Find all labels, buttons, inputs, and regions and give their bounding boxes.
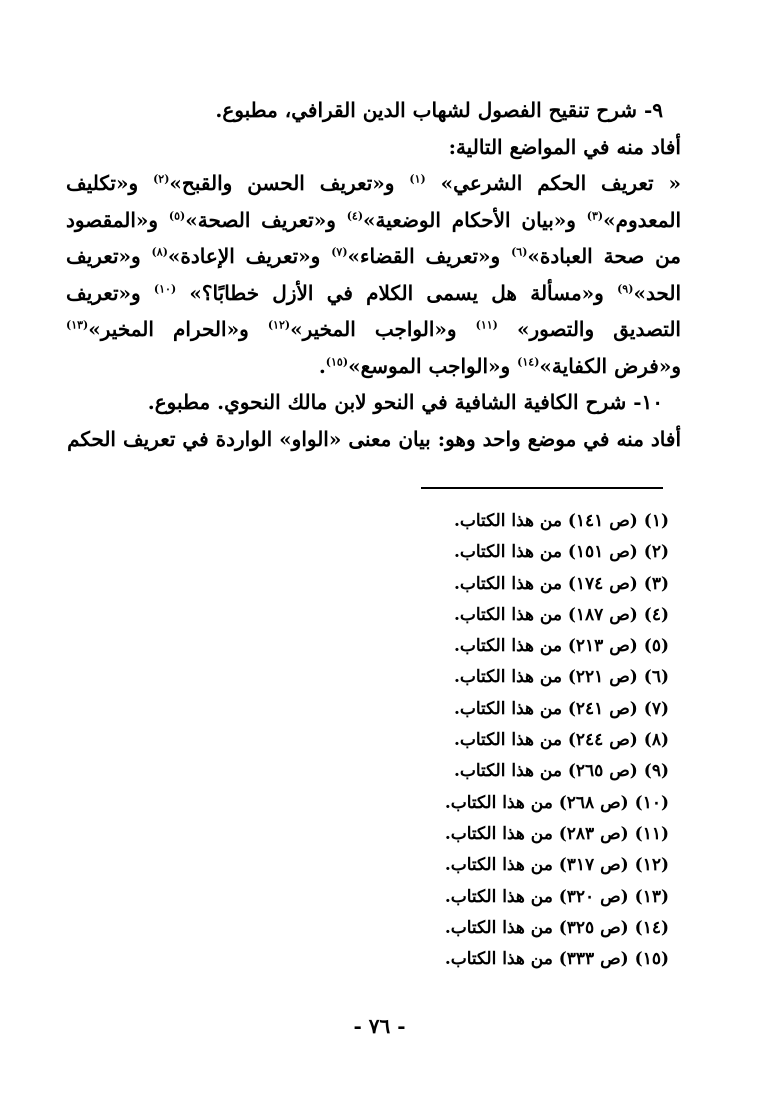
footnote-reference: (١٤): [517, 354, 540, 368]
footnote-item: (١٤) (ص ٣٢٥) من هذا الكتاب.: [444, 917, 669, 938]
topic-text: و«الحرام المخير»: [88, 317, 268, 341]
footnote-reference: (١٠): [153, 281, 177, 295]
topic-text: و«تعريف الحسن والقبح»: [169, 171, 410, 195]
footnote-item: (٧) (ص ٢٤١) من هذا الكتاب.: [453, 698, 669, 719]
page-number: - ٧٦ -: [353, 1014, 406, 1038]
footnote-reference: (٧): [331, 245, 348, 259]
footnote-item: (٤) (ص ١٨٧) من هذا الكتاب.: [453, 604, 669, 625]
footnote-item: (١) (ص ١٤١) من هذا الكتاب.: [453, 511, 669, 531]
item-9-intro: أفاد منه في المواضع التالية:: [448, 134, 681, 159]
item-9-heading: ٩- شرح تنقيح الفصول لشهاب الدين القرافي، مطبوع.: [215, 98, 663, 122]
footnote-item: (١٣) (ص ٣٢٠) من هذا الكتاب.: [444, 886, 669, 907]
footnote-reference: (٨): [151, 245, 168, 259]
topic-text: و«تعريف الإعادة»: [167, 244, 332, 268]
topic-text: و«الواجب المخير»: [290, 317, 476, 341]
item-10-intro: أفاد منه في موضع واحد وهو: بيان معنى «الواو» الواردة في تعريف الحكم: [67, 426, 681, 451]
topic-text: و«فرض الكفاية»: [539, 353, 681, 378]
footnote-reference: (١١): [475, 318, 498, 332]
main-text: [66, 92, 681, 457]
footnotes-list: [369, 506, 669, 975]
footnote-reference: (٣): [586, 208, 604, 222]
footnote-item: (٨) (ص ٢٤٤) من هذا الكتاب.: [453, 730, 669, 751]
footnote-reference: (٥): [168, 208, 186, 222]
footnote-reference: (١٥): [325, 354, 349, 368]
topic-text: و«تعريف القضاء»: [347, 244, 512, 268]
footnote-reference: (١٣): [66, 318, 89, 332]
topic-text: و«المقصود من صحة العبادة»: [66, 207, 682, 268]
footnote-item: (٢) (ص ١٥١) من هذا الكتاب.: [453, 542, 669, 563]
item-9-topics: [66, 171, 681, 378]
footnote-reference: (٢): [153, 172, 170, 186]
item-10-heading: ١٠- شرح الكافية الشافية في النحو لابن مالك النحوي. مطبوع.: [147, 390, 663, 414]
footnote-item: (١٥) (ص ٣٣٣) من هذا الكتاب.: [444, 949, 669, 970]
footnote-item: (٩) (ص ٢٦٥) من هذا الكتاب.: [453, 761, 669, 782]
footnote-item: (٥) (ص ٢١٣) من هذا الكتاب.: [453, 636, 669, 657]
footnote-item: (١٢) (ص ٣١٧) من هذا الكتاب.: [444, 855, 669, 876]
footnote-divider: [421, 487, 663, 489]
footnote-item: (٣) (ص ١٧٤) من هذا الكتاب.: [453, 573, 669, 594]
item-9-topics-paragraph: [66, 165, 681, 384]
footnote-item: (١١) (ص ٢٨٣) من هذا الكتاب.: [444, 823, 669, 844]
topic-text: و«بيان الأحكام الوضعية»: [363, 207, 587, 232]
footnote-reference: (٦): [511, 245, 528, 259]
topic-text: و«تكليف المعدوم»: [66, 171, 681, 232]
item-9-closing: .: [318, 353, 326, 378]
footnote-reference: (١٢): [267, 318, 291, 332]
footnote-reference: (٩): [617, 281, 634, 295]
footnote-item: (٦) (ص ٢٢١) من هذا الكتاب.: [453, 667, 669, 688]
footnote-item: (١٠) (ص ٢٦٨) من هذا الكتاب.: [444, 792, 669, 813]
topic-text: و«مسألة هل يسمى الكلام في الأزل خطابًا؟»: [176, 280, 618, 305]
footnote-reference: (٤): [346, 208, 364, 222]
topic-text: و«تعريف التصديق والتصور»: [66, 280, 681, 341]
topic-text: و«الواجب الموسع»: [348, 353, 518, 378]
topic-text: و«تعريف الصحة»: [185, 207, 347, 232]
topic-text: « تعريف الحكم الشرعي»: [425, 171, 681, 195]
footnote-reference: (١): [409, 172, 426, 186]
topic-text: و«تعريف الحد»: [66, 244, 681, 305]
